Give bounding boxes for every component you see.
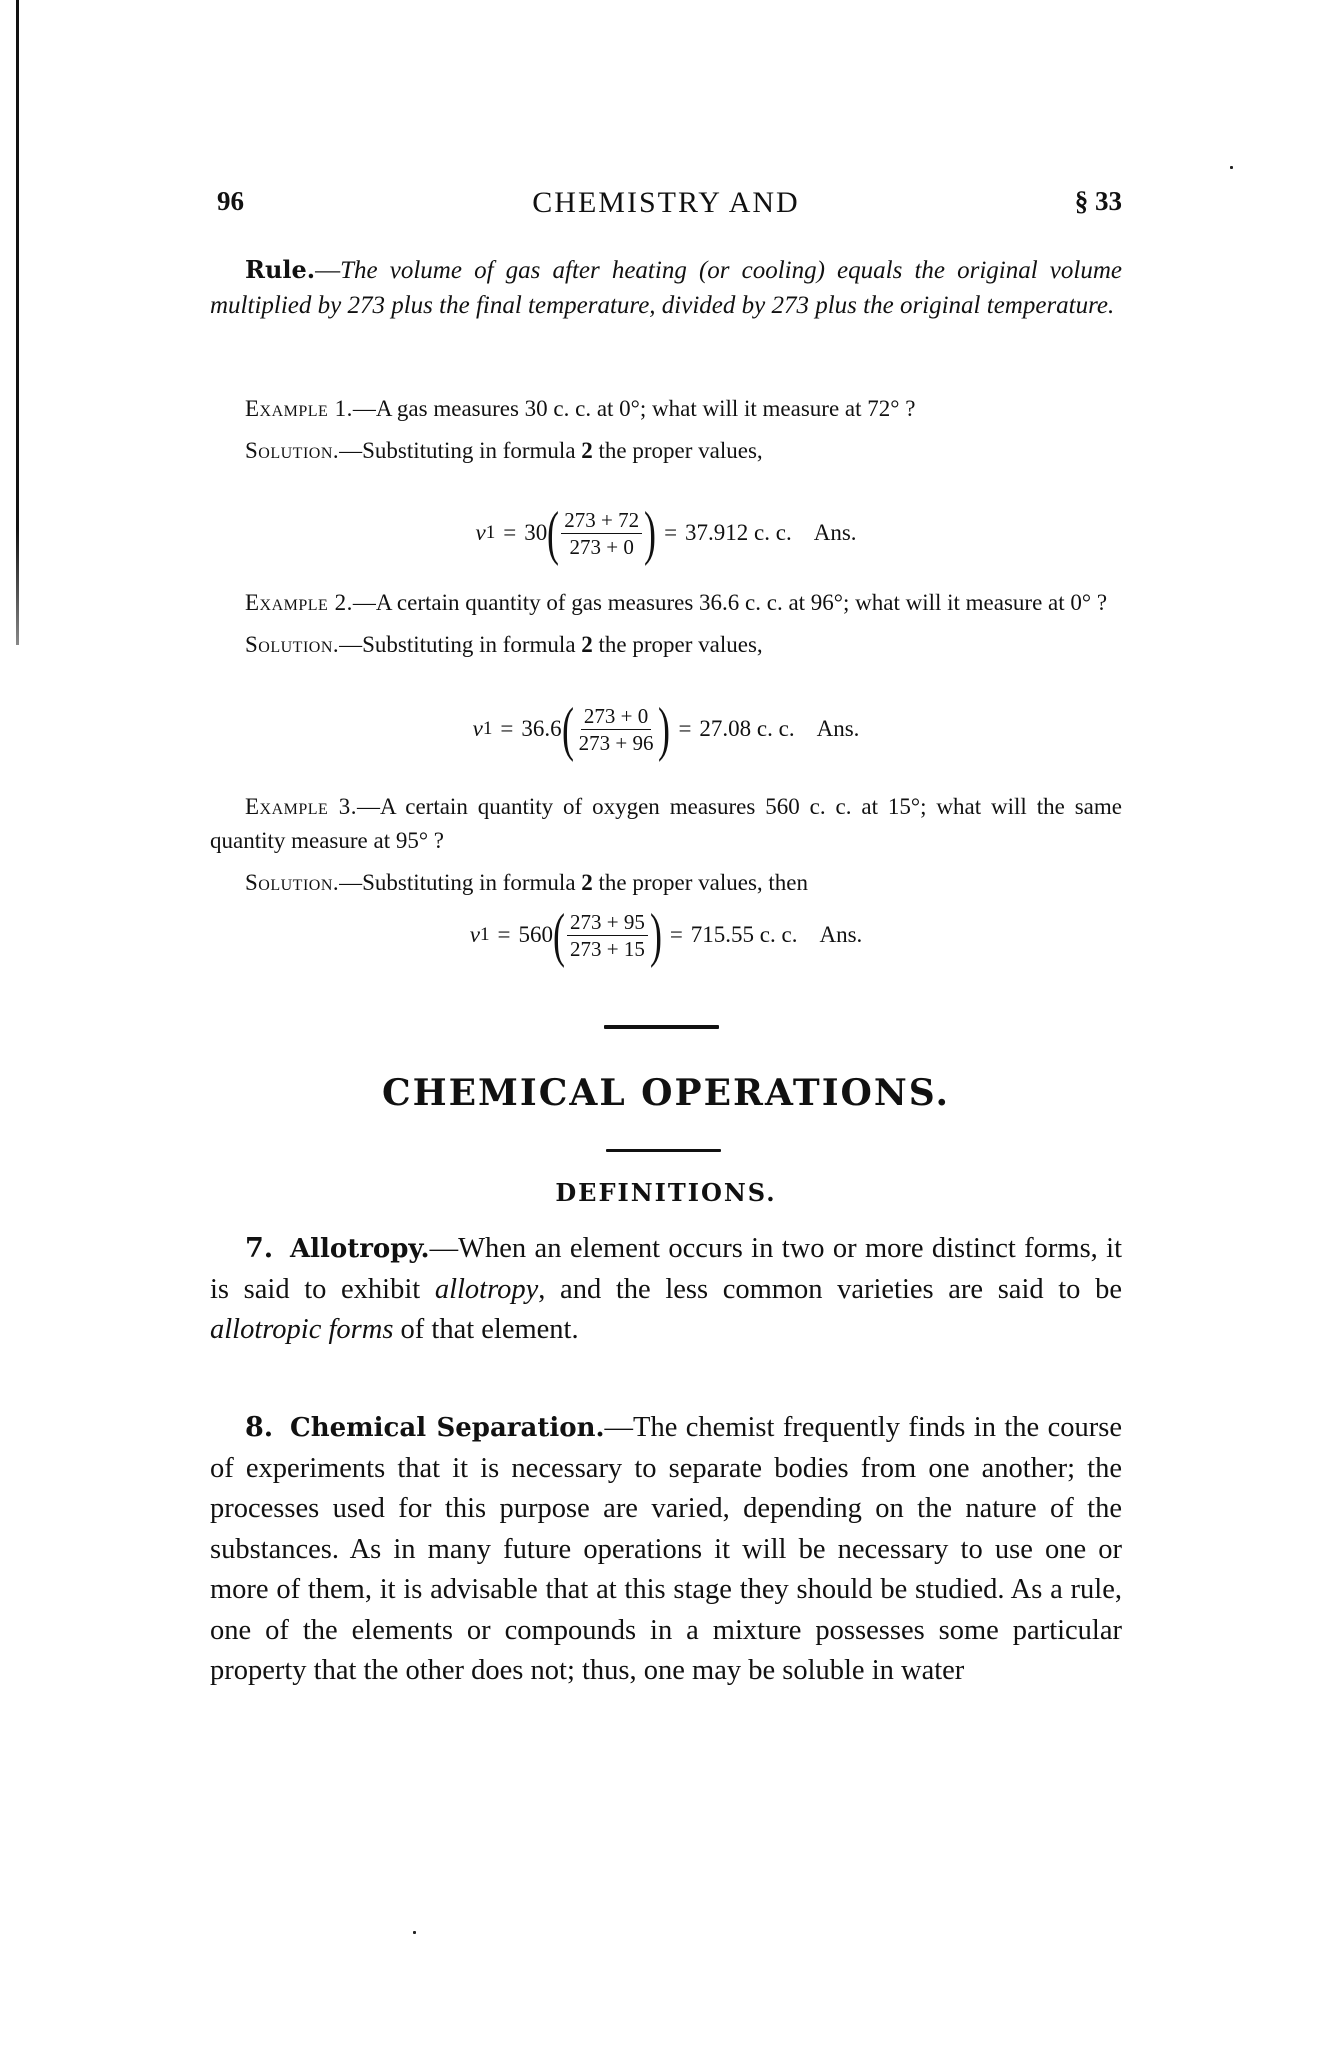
formula-subscript: 1: [482, 718, 493, 739]
answer-label: Ans.: [813, 520, 857, 545]
example-dash: —: [352, 396, 376, 421]
formula-example-3: [210, 900, 1122, 970]
paragraph-text: of that element.: [393, 1314, 579, 1345]
emphasis-term: allotropy: [434, 1273, 539, 1305]
solution-dash: —: [339, 870, 363, 895]
solution-label: Solution.: [245, 632, 340, 657]
solution-text: the proper values,: [592, 632, 763, 657]
fraction: [561, 508, 642, 559]
equals-sign: =: [503, 520, 517, 545]
formula-variable: v: [472, 716, 483, 741]
formula-result: 37.912 c. c.: [685, 520, 792, 545]
example-label: Example 1.: [245, 396, 353, 421]
rule-lead: Rule.: [245, 255, 316, 284]
paragraph-dash: —: [604, 1412, 634, 1443]
example-1: [210, 392, 1122, 468]
separator-rule: [604, 1025, 719, 1029]
solution-label: Solution.: [245, 438, 340, 463]
solution-dash: —: [339, 632, 363, 657]
example-text: A gas measures 30 c. c. at 0°; what will it measure at 72° ?: [375, 396, 916, 421]
fraction-denominator: 273 + 96: [578, 730, 654, 755]
left-paren-icon: (: [561, 696, 574, 762]
formula-variable: v: [469, 922, 480, 947]
running-title: CHEMISTRY AND: [532, 186, 800, 219]
formula-variable: v: [475, 520, 486, 545]
solution-label: Solution.: [245, 870, 340, 895]
formula-result: 715.55 c. c.: [690, 922, 798, 947]
fraction-numerator: 273 + 0: [581, 704, 651, 730]
example-label: Example 3.: [245, 794, 357, 819]
left-paren-icon: (: [547, 500, 560, 566]
paragraph-text: When an element occurs in two or more distinct forms, it is said to exhibit: [210, 1233, 1122, 1305]
equals-sign: =: [500, 716, 514, 741]
left-paren-icon: (: [552, 902, 565, 968]
paragraph-text: The chemist frequently finds in the course of experiments that it is necessary to separate bodies from one another; the processes used for this purpose are varied, depending on the nature of the substances. As in many future operations it will be necessary to use one or more of them, it is advisable that at this stage they should be studied. As a rule, one of the elements or compounds in a mixture possesses some particular property that the other does not; thus, one may be soluble in water: [210, 1412, 1122, 1686]
fraction: [576, 704, 657, 755]
equals-sign: =: [664, 520, 678, 545]
answer-label: Ans.: [819, 922, 863, 947]
fraction-denominator: 273 + 0: [569, 534, 634, 559]
rule-text: The volume of gas after heating (or cooling) equals the original volume multiplied by 273 plus the final temperature, divided by 273 plus the original temperature.: [210, 257, 1122, 319]
fraction-denominator: 273 + 15: [569, 936, 645, 961]
example-dash: —: [352, 590, 376, 615]
example-label: Example 2.: [245, 590, 353, 615]
solution-text: Substituting in formula: [362, 632, 582, 657]
paragraph-chemical-separation: [210, 1408, 1122, 1692]
example-text: A certain quantity of oxygen measures 560 c. c. at 15°; what will the same quantity measure at 95° ?: [210, 794, 1122, 853]
example-2: [210, 586, 1122, 662]
formula-coefficient: 36.6: [521, 716, 562, 741]
formula-coefficient: 560: [518, 922, 553, 947]
paragraph-number: 8.: [245, 1412, 274, 1443]
solution-text: the proper values,: [592, 438, 763, 463]
formula-reference: 2: [581, 632, 593, 657]
paragraph-allotropy: [210, 1229, 1122, 1351]
formula-coefficient: 30: [524, 520, 548, 545]
right-paren-icon: ): [658, 696, 671, 762]
paragraph-text: , and the less common varieties are said to be: [538, 1273, 1122, 1305]
paragraph-dash: —: [429, 1233, 459, 1264]
formula-example-1: [210, 498, 1122, 568]
solution-text: Substituting in formula: [362, 438, 582, 463]
formula-example-2: [210, 694, 1122, 764]
section-heading: CHEMICAL OPERATIONS.: [381, 1072, 951, 1114]
formula-reference: 2: [581, 870, 593, 895]
page-number: 96: [217, 186, 244, 216]
print-speck: [413, 1931, 416, 1934]
fraction-numerator: 273 + 95: [567, 910, 648, 936]
answer-label: Ans.: [816, 716, 860, 741]
right-paren-icon: ): [644, 500, 657, 566]
formula-reference: 2: [581, 438, 593, 463]
equals-sign: =: [497, 922, 511, 947]
subheading: DEFINITIONS.: [555, 1178, 777, 1207]
running-header: [210, 186, 1122, 222]
example-dash: —: [357, 794, 380, 819]
print-speck: [1230, 166, 1233, 169]
formula-subscript: 1: [479, 924, 490, 945]
fraction: [567, 910, 648, 961]
section-marker: § 33: [1074, 186, 1122, 216]
right-paren-icon: ): [649, 902, 662, 968]
paragraph-title: Allotropy.: [289, 1234, 430, 1264]
rule-paragraph: [210, 252, 1122, 323]
paragraph-title: Chemical Separation.: [290, 1413, 605, 1443]
equals-sign: =: [669, 922, 683, 947]
page-binding-edge: [16, 0, 19, 645]
equals-sign: =: [678, 716, 692, 741]
example-3: [210, 790, 1122, 900]
emphasis-term: allotropic forms: [210, 1314, 394, 1345]
solution-dash: —: [339, 438, 363, 463]
solution-text: Substituting in formula: [362, 870, 582, 895]
rule-dash: —: [315, 257, 341, 284]
paragraph-number: 7.: [245, 1233, 274, 1264]
separator-rule: [606, 1149, 721, 1152]
formula-result: 27.08 c. c.: [699, 716, 795, 741]
fraction-numerator: 273 + 72: [561, 508, 642, 534]
example-text: A certain quantity of gas measures 36.6 c. c. at 96°; what will it measure at 0° ?: [375, 590, 1108, 615]
formula-subscript: 1: [485, 522, 496, 543]
solution-text: the proper values, then: [592, 870, 809, 895]
